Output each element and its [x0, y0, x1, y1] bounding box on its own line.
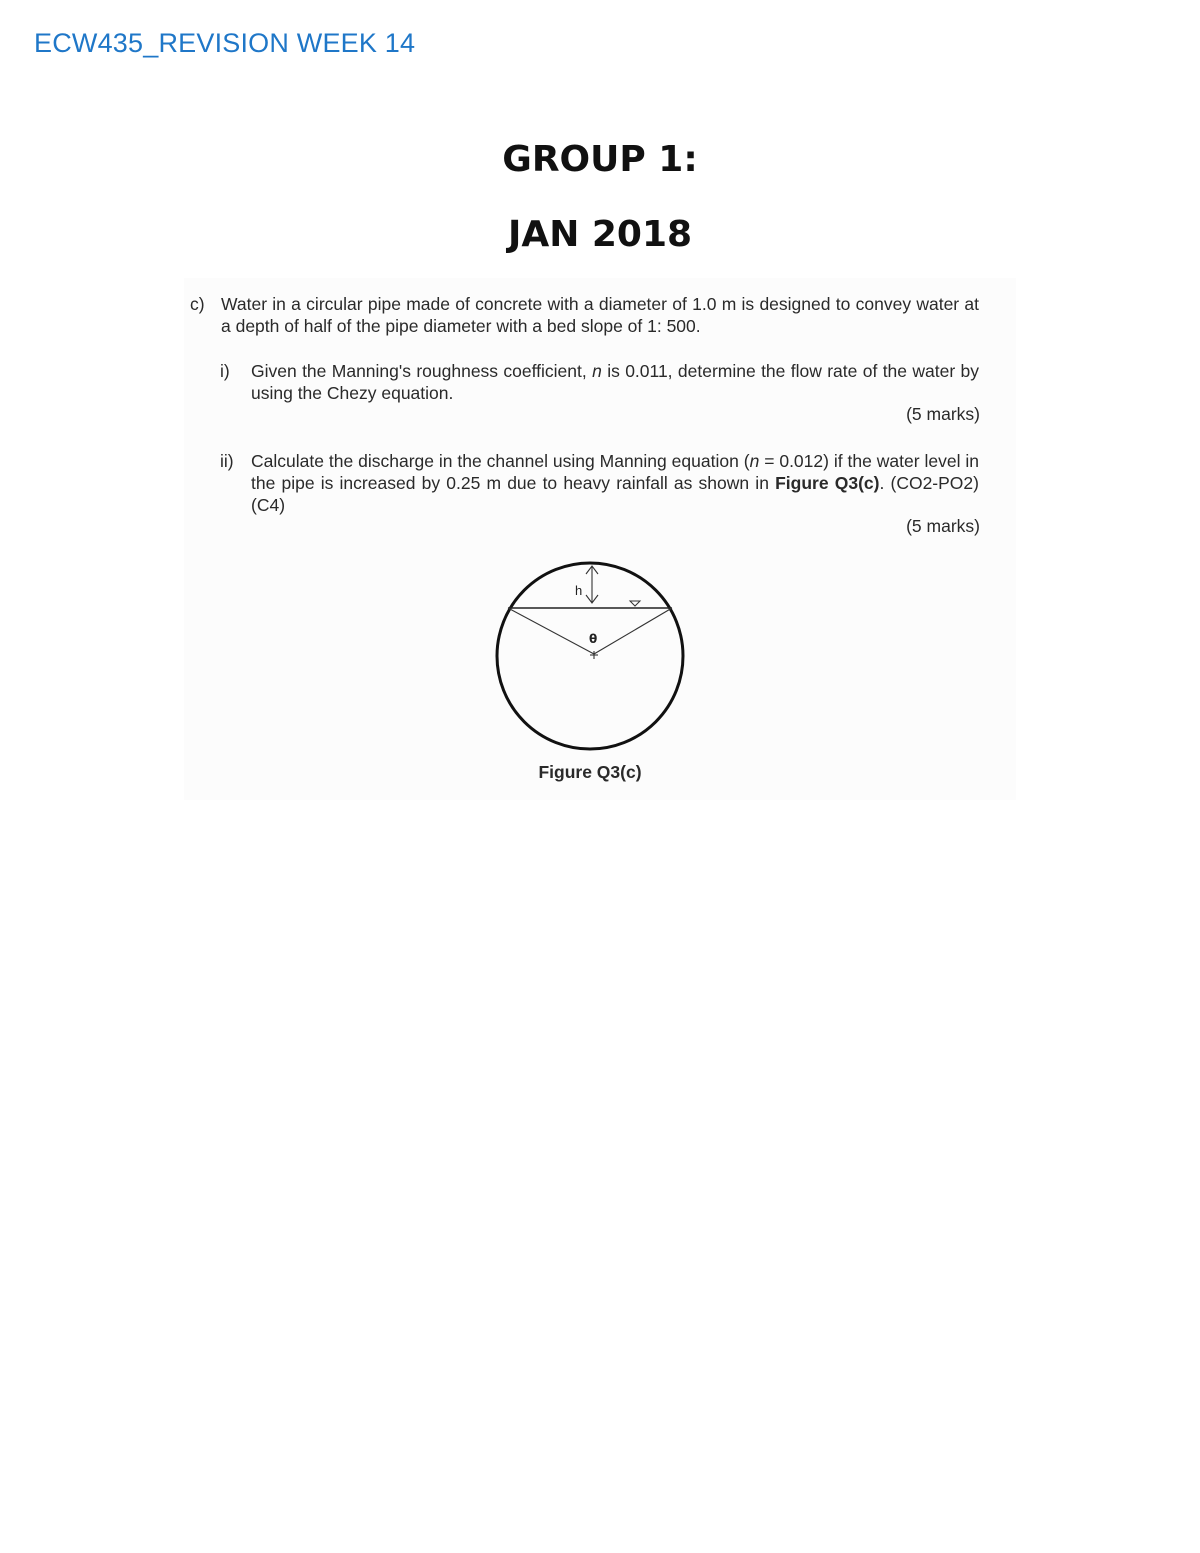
water-level-symbol [630, 601, 640, 606]
question-c-label: c) [190, 294, 205, 314]
part-i-marks: (5 marks) [906, 404, 980, 424]
part-i-text [251, 360, 979, 404]
part-ii-text-a: Calculate the discharge in the channel using Manning equation ( [251, 451, 750, 471]
angle-theta-label: θ [589, 632, 598, 646]
question-c-text: Water in a circular pipe made of concrete with a diameter of 1.0 m is designed to convey water at a depth of half of the pipe diameter with a bed slope of 1: 500. [221, 294, 979, 336]
figure-caption: Figure Q3(c) [538, 762, 642, 782]
depth-h-label: h [575, 583, 583, 598]
part-ii-text-b: = 0.012) if the water level in the pipe is increased by 0.25 m due to heavy rainfall as shown in [251, 451, 980, 493]
part-ii-text [251, 450, 979, 516]
part-ii-text-c: . (CO2-PO2)(C4) [251, 473, 979, 515]
session-title: JAN 2018 [507, 214, 693, 255]
pipe-cross-section-figure [494, 558, 698, 752]
document-header: ECW435_REVISION WEEK 14 [34, 28, 416, 58]
part-ii-figure-ref: Figure Q3(c) [775, 473, 880, 493]
part-i-n-symbol: n [592, 361, 602, 381]
part-i-text-a: Given the Manning's roughness coefficient, [251, 361, 593, 381]
radius-line-left [508, 608, 594, 654]
part-ii-label: ii) [220, 451, 234, 471]
part-i-text-b: is 0.011, determine the flow rate of the water by using the Chezy equation. [251, 361, 980, 403]
radius-line-right [594, 608, 672, 654]
pipe-circle [497, 563, 683, 749]
part-i-label: i) [220, 361, 230, 381]
part-ii-marks: (5 marks) [906, 516, 980, 536]
exam-question-excerpt [184, 278, 1016, 800]
part-ii-n-symbol: n [749, 451, 760, 471]
group-title: GROUP 1: [502, 139, 698, 180]
